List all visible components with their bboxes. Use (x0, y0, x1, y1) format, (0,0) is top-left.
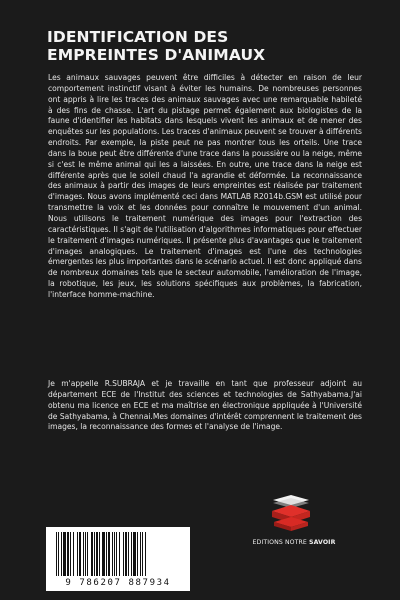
barcode-bars (54, 532, 182, 576)
book-title-line-1: IDENTIFICATION DES (47, 28, 229, 46)
book-stack-icon (268, 494, 314, 534)
publisher-brand: SAVOIR (309, 539, 336, 546)
isbn-number: 9 786207 887934 (65, 578, 171, 588)
isbn-barcode (46, 527, 190, 591)
author-bio: Je m'appelle R.SUBRAJA et je travaille en tant que professeur adjoint au département ECE de l'Institut des sciences et technologies de Sathyabama.J'ai obtenu ma licence en ECE et ma maîtrise en électronique appliquée à l'Université de Sathyabama, à Chennai.Mes domaines d'intérêt comprennent le traitement des images, la reconnaissance des formes et l'analyse de l'image. (48, 379, 362, 432)
book-summary: Les animaux sauvages peuvent être difficiles à détecter en raison de leur comportement instinctif visant à éviter les humains. De nombreuses personnes ont appris à lire les traces des animaux sauvages avec une remarquable habileté à des fins de chasse. L'art du pistage permet également aux biologistes de la faune d'identifier les habitats dans lesquels vivent les animaux et de mener des enquêtes sur les populations. Les traces d'animaux peuvent se trouver à différents endroits. Par exemple, la piste peut ne pas montrer tous les orteils. Une trace dans la boue peut être différente d'une trace dans la poussière ou la neige, même si c'est le même animal qui les a laissées. En outre, une trace dans la neige est différente après que le soleil chaud l'a agrandie et déformée. La reconnaissance des animaux à partir des images de leurs empreintes est réalisée par traitement d'images. Nous avons implémenté ceci dans MATLAB R2014b.GSM est utilisé pour transmettre la voix et les données pour connaître le mouvement d'un animal. Nous utilisons le traitement numérique des images pour l'extraction des caractéristiques. Il s'agit de l'utilisation d'algorithmes informatiques pour effectuer le traitement d'images numériques. Il présente plus d'avantages que le traitement d'images analogiques. Le traitement d'images est l'une des technologies émergentes les plus importantes dans le scénario actuel. Il est donc appliqué dans de nombreux domaines tels que le secteur automobile, l'amélioration de l'image, la robotique, les jeux, les solutions spécifiques aux problèmes, la fabrication, l'interface homme-machine. (48, 73, 362, 299)
publisher-prefix: EDITIONS NOTRE (252, 539, 307, 546)
book-title-line-2: EMPREINTES D'ANIMAUX (47, 46, 266, 64)
publisher-name (252, 539, 336, 547)
book-title (47, 28, 367, 64)
